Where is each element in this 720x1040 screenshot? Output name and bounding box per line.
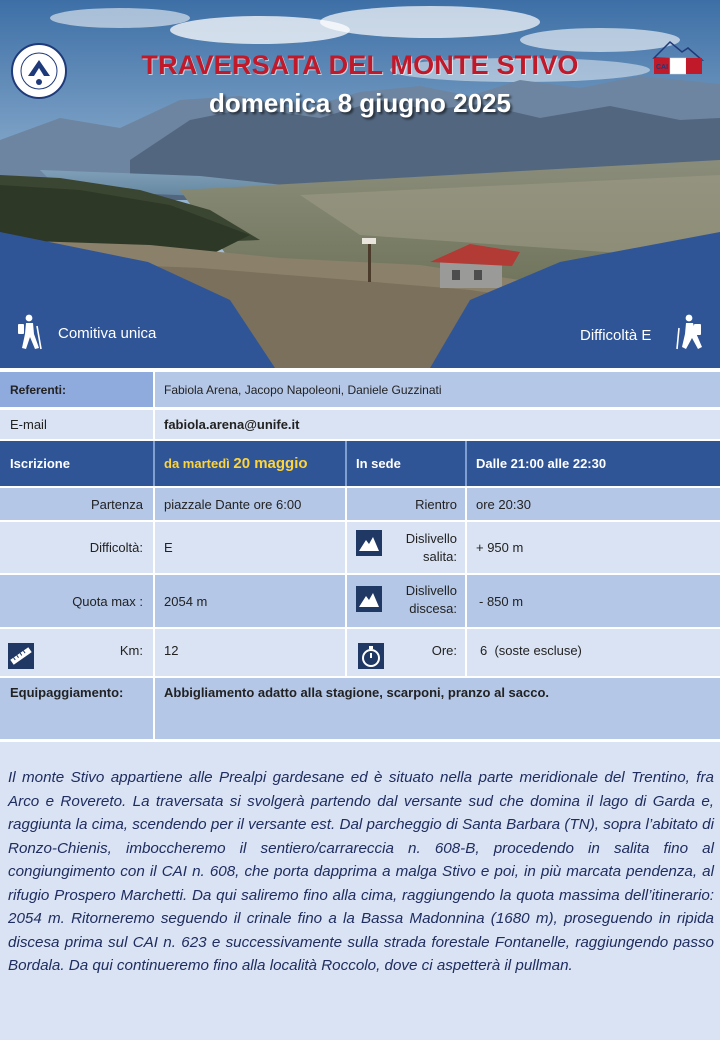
difficolta-value-cell: [155, 522, 345, 573]
km-row: [0, 629, 720, 676]
dislivello-salita-label-cell: [347, 522, 465, 573]
ore-label: Ore:: [431, 643, 457, 658]
partenza-value-cell: [155, 488, 345, 520]
dislivello-discesa-label-2: discesa:: [409, 601, 457, 616]
ore-label-cell: [347, 629, 465, 676]
partenza-row: [0, 488, 720, 520]
equipaggiamento-label: Equipaggiamento:: [10, 685, 124, 700]
hiker-icon: [676, 314, 706, 355]
equipaggiamento-label-cell: [0, 678, 153, 739]
partenza-label: Partenza: [90, 496, 143, 512]
sede-cell: [347, 441, 465, 486]
sede-time: Dalle 21:00 alle 22:30: [476, 456, 607, 471]
partenza-value: piazzale Dante ore 6:00: [164, 496, 302, 512]
equipaggiamento-value: Abbigliamento adatto alla stagione, scarponi, pranzo al sacco.: [164, 685, 550, 700]
km-value-cell: [155, 629, 345, 676]
dislivello-salita-value-cell: [467, 522, 720, 573]
dislivello-discesa-value: - 850 m: [479, 593, 524, 609]
hero-banner: [0, 0, 720, 368]
sede-time-cell: [467, 441, 720, 486]
dislivello-discesa-value-cell: [467, 575, 720, 627]
dislivello-discesa-label-1: Dislivello: [405, 583, 457, 598]
ore-value: 6 (soste escluse): [480, 643, 582, 658]
km-label-cell: [0, 629, 153, 676]
itinerary-description: [0, 742, 720, 1040]
rientro-label: Rientro: [415, 496, 457, 512]
rientro-value-cell: [467, 488, 720, 520]
quota-value: 2054 m: [164, 593, 208, 609]
equipaggiamento-value-cell: [155, 678, 720, 739]
km-value: 12: [164, 643, 179, 658]
email-label: E-mail: [10, 417, 47, 432]
referenti-value: Fabiola Arena, Jacopo Napoleoni, Daniele Guzzinati: [164, 382, 442, 397]
iscrizione-label-cell: [0, 441, 153, 486]
iscrizione-date: 20 maggio: [233, 455, 308, 472]
equipaggiamento-row: [0, 678, 720, 739]
mountain-icon: [356, 586, 382, 615]
quota-value-cell: [155, 575, 345, 627]
iscrizione-date-cell: [155, 441, 345, 486]
ore-value-cell: [467, 629, 720, 676]
rientro-value: ore 20:30: [476, 496, 531, 512]
dislivello-salita-label-1: Dislivello: [405, 531, 457, 546]
difficulty-label: Difficoltà E: [580, 327, 652, 344]
iscrizione-label: Iscrizione: [10, 456, 70, 471]
ruler-icon: [8, 643, 34, 672]
partenza-label-cell: [0, 488, 153, 520]
iscrizione-row: [0, 441, 720, 486]
cai-logo-text: CAI: [656, 64, 669, 71]
difficolta-label-cell: [0, 522, 153, 573]
hiker-icon: [14, 314, 42, 355]
dislivello-salita-label-2: salita:: [423, 549, 457, 564]
description-text: Il monte Stivo appartiene alle Prealpi gardesane ed è situato nella parte meridionale del Trentino, fra Arco e Rovereto. La traversata si svolgerà partendo dal versante sud che domina il lago di Garda e, raggiunta la cima, scendendo per il versante est. Dal parcheggio di Santa Barbara (TN), sopra l’abitato di Ronzo-Chienis, imboccheremo il sentiero/carrareccia n. 608-B, procedendo in salita fino al congiungimento con il CAI n. 608, che porta dapprima a malga Stivo e poi, in più marcata pendenza, al rifugio Prospero Marchetti. Da qui saliremo fino alla cima, raggiungendo la quota massima dell’itinerario: 2054 m. Ritorneremo seguendo il crinale fino a la Bassa Madonnina (1680 m), proseguendo in ripida discesa prima sul CAI n. 623 e successivamente sulla strada forestale Fontanelle, raggiungendo passo Bordala. Da qui continueremo fino alla località Roccolo, dove ci aspetterà il pullman.: [8, 769, 714, 974]
email-link[interactable]: fabiola.arena@unife.it: [164, 417, 300, 432]
referenti-value-cell: [155, 372, 720, 407]
mountain-icon: [356, 530, 382, 559]
quota-row: [0, 575, 720, 627]
email-label-cell: [0, 410, 153, 439]
email-value-cell: [155, 410, 720, 439]
quota-label: Quota max :: [72, 593, 143, 609]
referenti-label-cell: [0, 372, 153, 407]
referenti-row: [0, 372, 720, 407]
difficolta-row: [0, 522, 720, 573]
iscrizione-prefix: da martedì: [164, 456, 234, 471]
event-date: domenica 8 giugno 2025: [209, 88, 511, 118]
rientro-label-cell: [347, 488, 465, 520]
difficolta-label: Difficoltà:: [89, 540, 143, 555]
group-label: Comitiva unica: [58, 325, 157, 342]
email-row: [0, 410, 720, 439]
page-title: TRAVERSATA DEL MONTE STIVO: [141, 50, 579, 80]
stopwatch-icon: [358, 643, 384, 672]
dislivello-discesa-label-cell: [347, 575, 465, 627]
sede-label: In sede: [356, 456, 401, 471]
km-label: Km:: [119, 643, 143, 658]
quota-label-cell: [0, 575, 153, 627]
referenti-label: Referenti:: [10, 382, 67, 397]
dislivello-salita-value: + 950 m: [476, 540, 524, 555]
difficolta-value: E: [164, 540, 173, 555]
